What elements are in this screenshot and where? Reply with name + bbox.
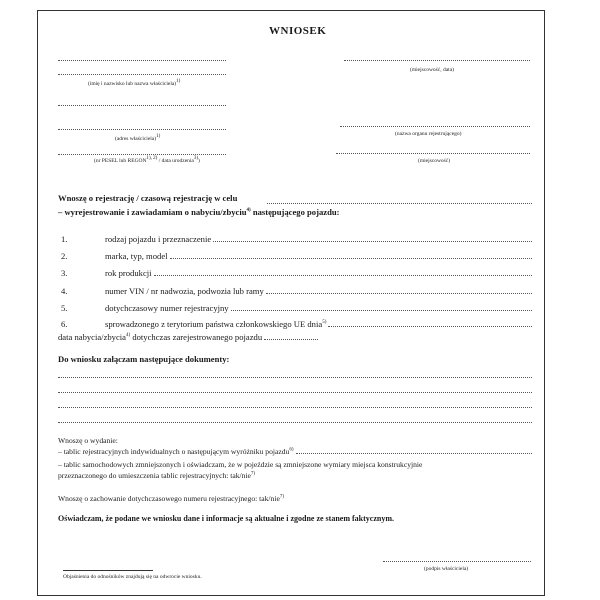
vehicle-type-field[interactable]: rodzaj pojazdu i przeznaczenie — [105, 234, 532, 244]
reduced-plates-line: – tablic samochodowych zmniejszonych i oświadczam, że w pojeździe są zmniejszone wymiary miejsca konstrukcyjnie — [58, 460, 423, 469]
place-date-label: (miejscowość, data) — [410, 67, 454, 73]
attachment-line-2[interactable] — [58, 392, 532, 393]
owner-pesel-label: (nr PESEL lub $REGON^{1), 2)}$ / data urodzenia$^{3)}$) — [94, 156, 200, 164]
form-title: WNIOSEK — [269, 25, 327, 37]
owner-address-field-line2[interactable] — [58, 129, 226, 130]
acquisition-date-field[interactable]: data nabycia/zbycia$^{4)}$ dotychczas zarejestrowanego pojazdu — [58, 332, 318, 342]
owner-address-label: (adres właściciela)$^{1)}$ — [115, 134, 161, 142]
authority-place-label: (miejscowość) — [418, 158, 451, 164]
attachment-line-4[interactable] — [58, 422, 532, 423]
owner-address-field[interactable] — [58, 105, 226, 106]
plate-identifier-field[interactable]: – tablic rejestracyjnych indywidualnych o następującym wyróżniku pojazdu$^{6)}$ — [58, 447, 532, 456]
authority-field[interactable] — [340, 126, 530, 127]
item-number: 2. — [61, 251, 68, 261]
authority-label: (nazwa organu rejestrującego) — [395, 131, 462, 137]
item-number: 4. — [61, 286, 68, 296]
attachment-line-1[interactable] — [58, 377, 532, 378]
attachment-line-3[interactable] — [58, 407, 532, 408]
item-number: 6. — [61, 319, 68, 329]
signature-field[interactable] — [383, 561, 531, 562]
vin-field[interactable]: numer VIN / nr nadwozia, podwozia lub ramy — [105, 286, 532, 296]
owner-pesel-field[interactable] — [58, 154, 226, 155]
reduced-plates-choice[interactable]: przeznaczonego do umieszczenia tablic rejestracyjnych: tak/nie$^{7)}$ — [58, 471, 256, 480]
item-number: 1. — [61, 234, 68, 244]
production-year-field[interactable]: rok produkcji — [105, 268, 532, 278]
declaration: Oświadczam, że podane we wniosku dane i informacje są aktualne i zgodne ze stanem faktycznym. — [58, 514, 394, 523]
retain-number-choice[interactable]: Wnoszę o zachowanie dotychczasowego numeru rejestracyjnego: tak/nie$^{7)}$ — [58, 494, 284, 503]
request-purpose-field[interactable] — [267, 203, 532, 204]
owner-name-label: (imię i nazwisko lub nazwa właściciela)$^{1)}$ — [88, 79, 181, 87]
footnote: Objaśnienia do odnośników znajdują się na odwrocie wniosku. — [63, 574, 202, 580]
application-form — [37, 10, 545, 596]
issue-heading: Wnoszę o wydanie: — [58, 436, 118, 445]
owner-name-field-line2[interactable] — [58, 74, 226, 75]
item-number: 3. — [61, 268, 68, 278]
authority-place-field[interactable] — [336, 153, 530, 154]
vehicle-make-field[interactable]: marka, typ, model — [105, 251, 532, 261]
request-line-2: – wyrejestrowanie i zawiadamiam o nabyciu/zbyciu$^{4)}$ następującego pojazdu: — [58, 207, 340, 217]
place-date-field[interactable] — [344, 60, 530, 61]
signature-label: (podpis właściciela) — [424, 566, 469, 572]
item-number: 5. — [61, 303, 68, 313]
request-line-1: Wnoszę o rejestrację / czasową rejestrację w celu — [58, 193, 238, 203]
footnote-rule — [63, 570, 153, 571]
owner-name-field[interactable] — [58, 60, 226, 61]
attachments-heading: Do wniosku załączam następujące dokumenty: — [58, 354, 230, 364]
previous-registration-field[interactable]: dotychczasowy numer rejestracyjny — [105, 303, 532, 313]
import-date-field[interactable]: sprowadzonego z terytorium państwa członkowskiego UE dnia$^{5)}$ — [105, 319, 532, 329]
